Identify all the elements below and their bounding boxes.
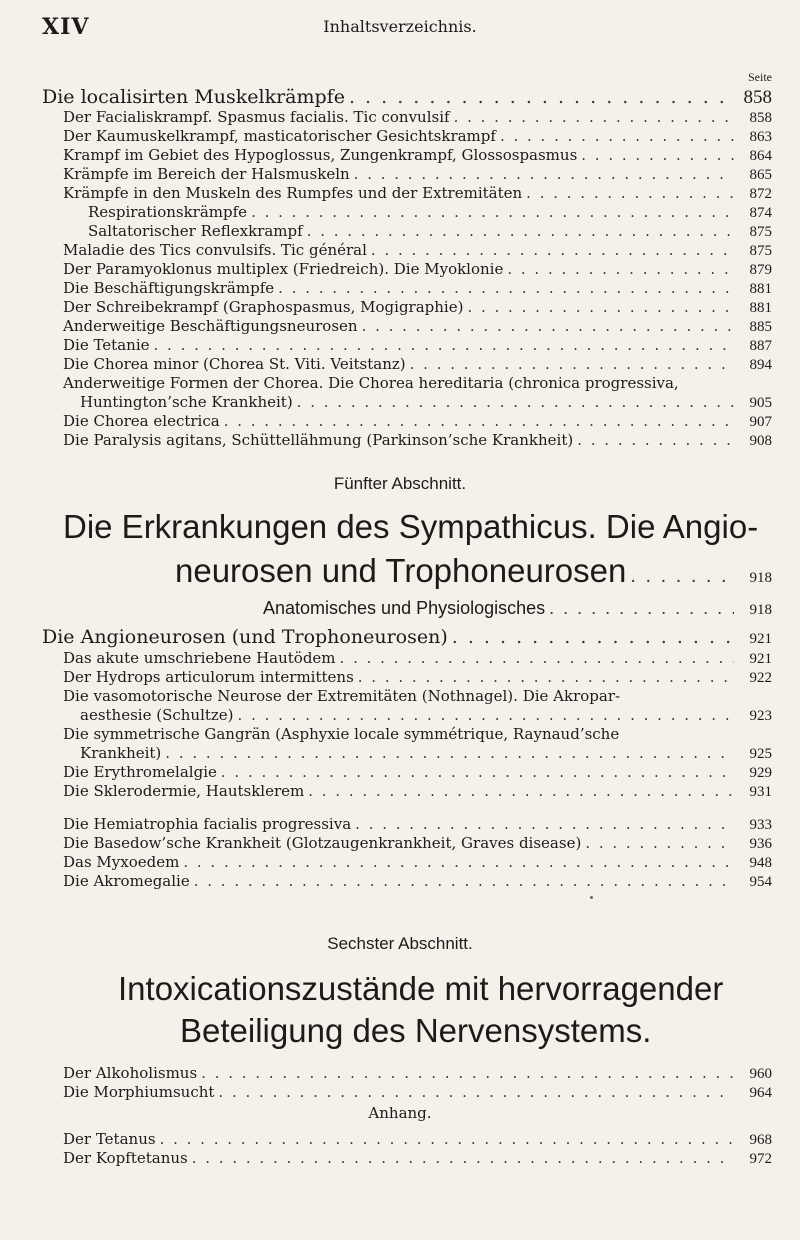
toc-entry: Maladie des Tics convulsifs. Tic général . . . 875	[63, 241, 772, 260]
toc-entry: Krämpfe im Bereich der Halsmuskeln . . . 865	[63, 165, 772, 184]
toc-entry: Krampf im Gebiet des Hypoglossus, Zungenkrampf, Glossospasmus . . . 864	[63, 146, 772, 165]
toc-entry: Das Myxoedem . . . 948	[63, 853, 772, 872]
toc-entry: Die Paralysis agitans, Schüttellähmung (Parkinson’sche Krankheit) . . . 908	[63, 431, 772, 450]
toc-entry-line: Die vasomotorische Neurose der Extremitäten (Nothnagel). Die Akropar-	[63, 687, 621, 705]
appendix-label: Anhang.	[368, 1104, 432, 1122]
toc-entry: Die Morphiumsucht . . . 964	[63, 1083, 772, 1102]
chapter-title-line2: neurosen und Trophoneurosen . . . 918	[175, 552, 772, 590]
section-label-abschnitt6: Sechster Abschnitt.	[327, 934, 473, 953]
chapter-title-6-line1: Intoxicationszustände mit hervorragender	[118, 970, 724, 1007]
toc-entry: Huntington’sche Krankheit) . . . 905	[80, 393, 772, 412]
page-column-label: Seite	[748, 70, 772, 84]
toc-entry: Die Basedow’sche Krankheit (Glotzaugenkrankheit, Graves disease) . . . 936	[63, 834, 772, 853]
toc-entry: Krämpfe in den Muskeln des Rumpfes und der Extremitäten . . . 872	[63, 184, 772, 203]
toc-entry: Der Tetanus . . . 968	[63, 1130, 772, 1149]
toc-entry: Die Hemiatrophia facialis progressiva . . . 933	[63, 815, 772, 834]
section-title-angioneurosen: Die Angioneurosen (und Trophoneurosen) . . . 921	[42, 626, 772, 648]
section-title-muskelkraempfe: Die localisirten Muskelkrämpfe . . . 858	[42, 86, 772, 109]
toc-entry: Die Beschäftigungskrämpfe . . . 881	[63, 279, 772, 298]
toc-entry: Der Schreibekrampf (Graphospasmus, Mogigraphie) . . . 881	[63, 298, 772, 317]
toc-entry-line: Die symmetrische Gangrän (Asphyxie locale symmétrique, Raynaud’sche	[63, 725, 620, 743]
toc-entry: Der Hydrops articulorum intermittens . . . 922	[63, 668, 772, 687]
print-speck	[590, 896, 593, 899]
toc-entry: Die Erythromelalgie . . . 929	[63, 763, 772, 782]
toc-entry: Das akute umschriebene Hautödem . . . 921	[63, 649, 772, 668]
toc-entry: Die Sklerodermie, Hautsklerem . . . 931	[63, 782, 772, 801]
toc-entry: Der Kopftetanus . . . 972	[63, 1149, 772, 1168]
toc-entry: Respirationskrämpfe . . . 874	[88, 203, 772, 222]
page-numeral: XIV	[42, 14, 90, 40]
toc-entry: Der Kaumuskelkrampf, masticatorischer Gesichtskrampf . . . 863	[63, 127, 772, 146]
toc-entry: Die Tetanie . . . 887	[63, 336, 772, 355]
toc-entry: Der Facialiskrampf. Spasmus facialis. Tic convulsif . . . 858	[63, 108, 772, 127]
toc-entry: Anderweitige Beschäftigungsneurosen . . . 885	[63, 317, 772, 336]
chapter-title-line1: Die Erkrankungen des Sympathicus. Die Angio-	[63, 508, 759, 545]
chapter-title-6-line2: Beteiligung des Nervensystems.	[180, 1012, 652, 1049]
toc-entry: Krankheit) . . . 925	[80, 744, 772, 763]
toc-entry-anatomy: Anatomisches und Physiologisches . . . 918	[263, 598, 772, 619]
toc-entry: Die Chorea minor (Chorea St. Viti. Veitstanz) . . . 894	[63, 355, 772, 374]
toc-entry: Der Paramyoklonus multiplex (Friedreich). Die Myoklonie . . . 879	[63, 260, 772, 279]
toc-entry: aesthesie (Schultze) . . . 923	[80, 706, 772, 725]
section-label-abschnitt5: Fünfter Abschnitt.	[333, 474, 467, 493]
toc-entry: Die Akromegalie . . . 954	[63, 872, 772, 891]
toc-entry: Saltatorischer Reflexkrampf . . . 875	[88, 222, 772, 241]
toc-entry-line: Anderweitige Formen der Chorea. Die Chorea hereditaria (chronica progressiva,	[63, 374, 679, 392]
toc-entry: Der Alkoholismus . . . 960	[63, 1064, 772, 1083]
toc-entry: Die Chorea electrica . . . 907	[63, 412, 772, 431]
running-title: Inhaltsverzeichnis.	[323, 17, 477, 36]
